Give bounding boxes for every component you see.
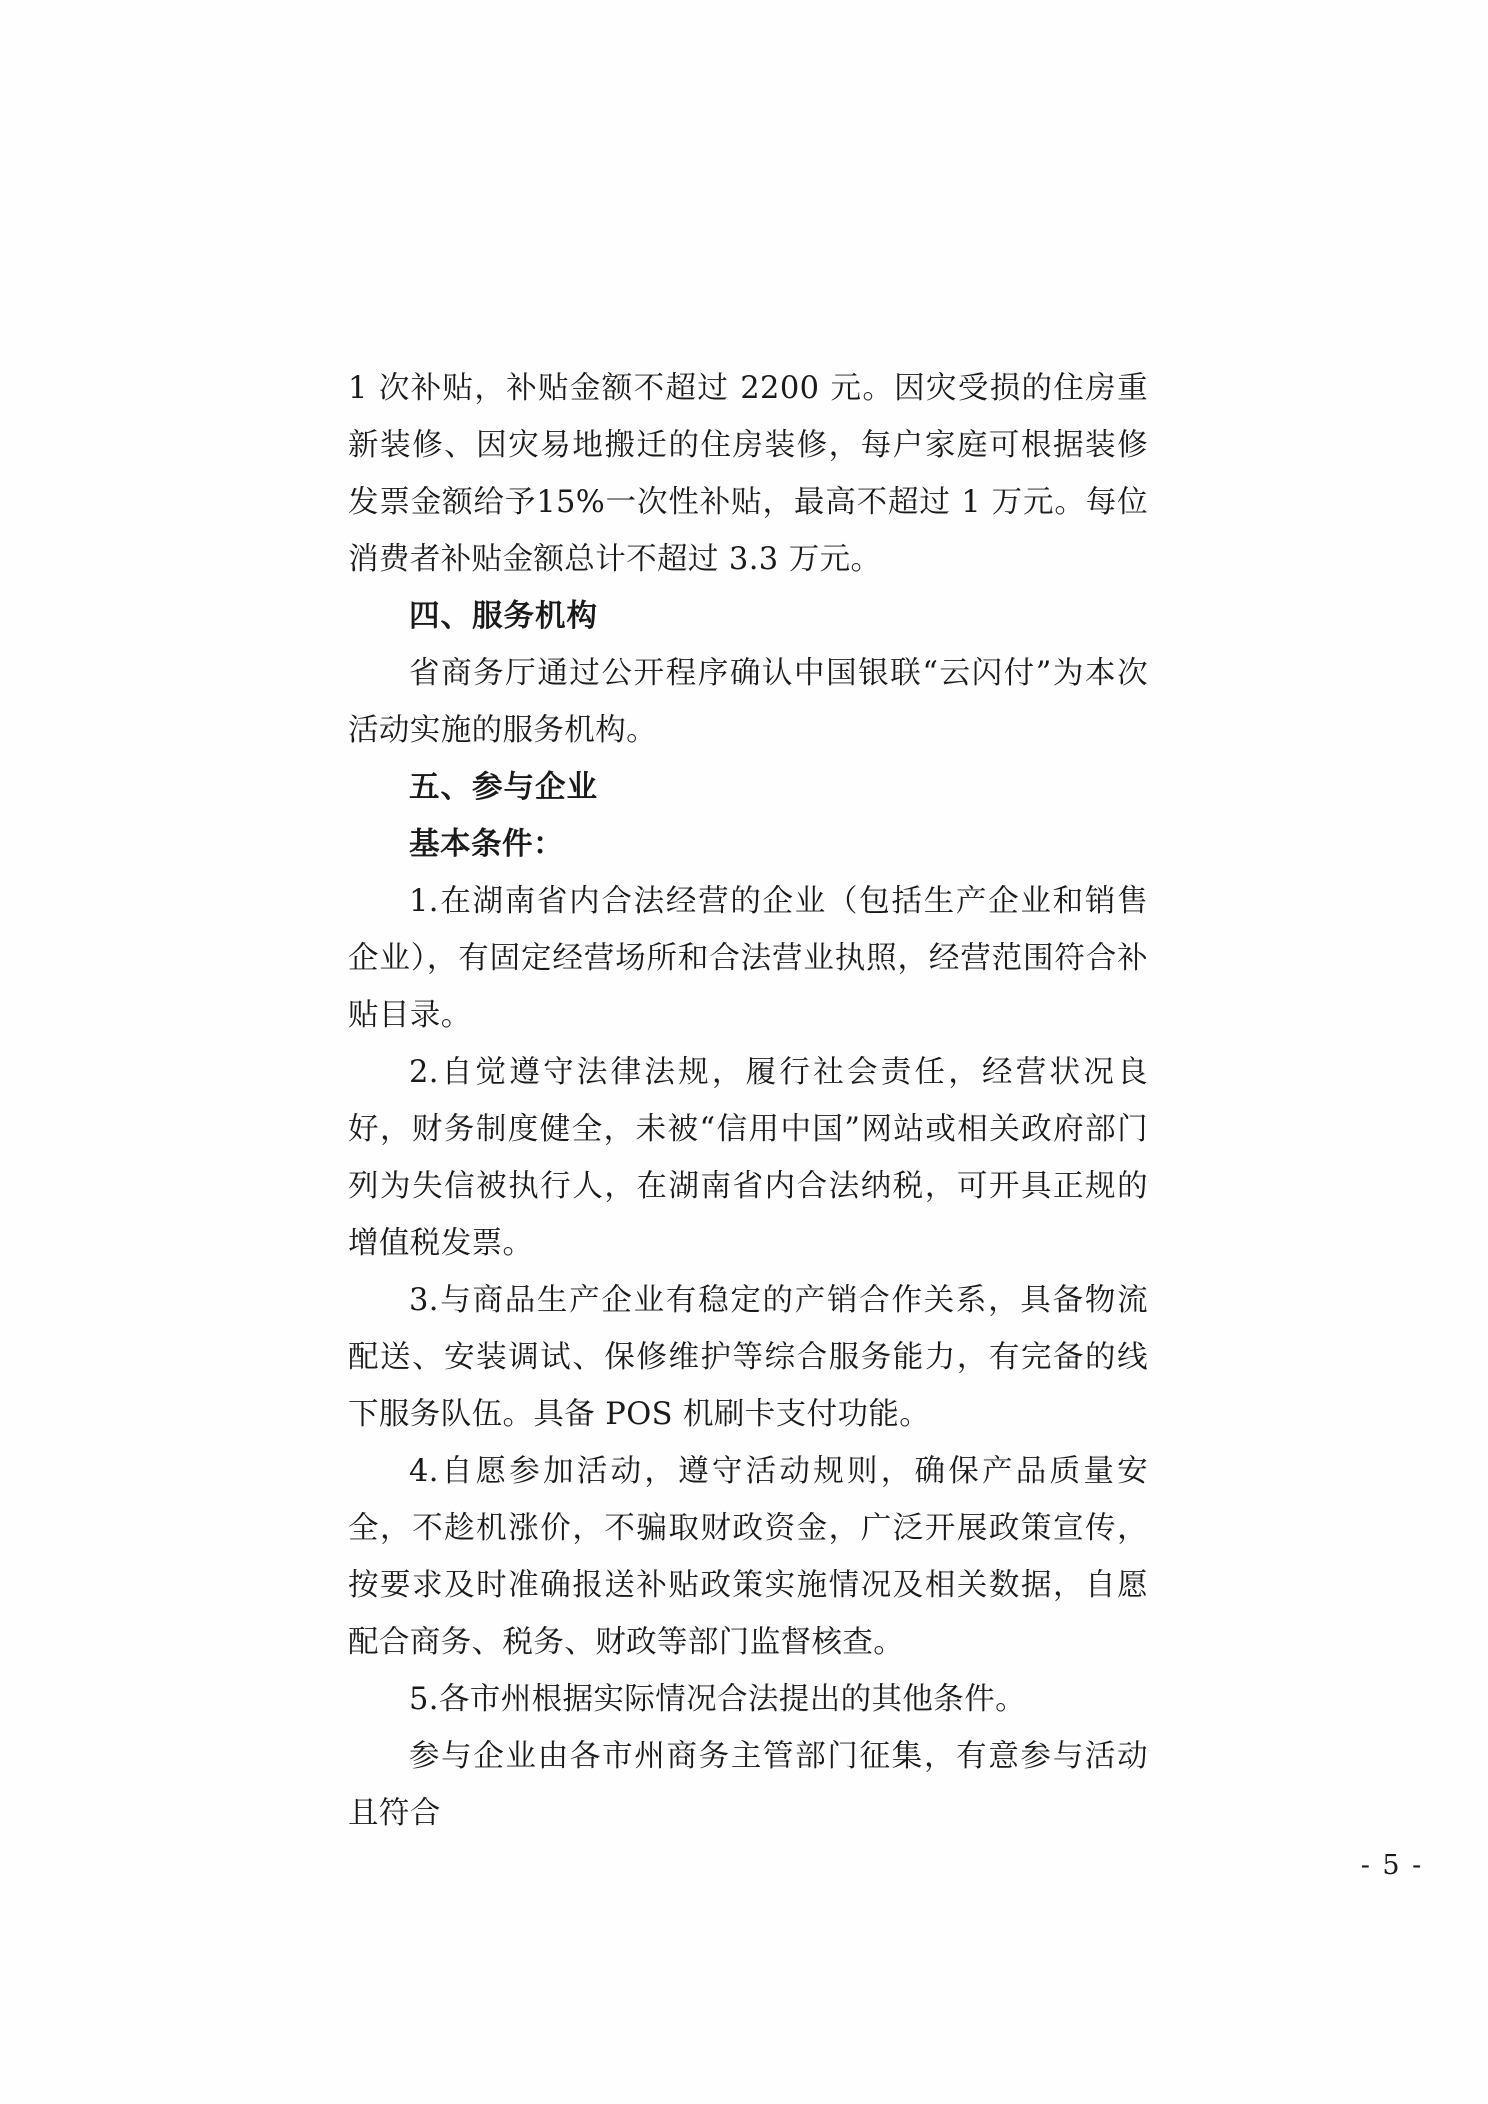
paragraph-subsidy-amount: 1 次补贴，补贴金额不超过 2200 元。因灾受损的住房重新装修、因灾易地搬迁的住房装修，每户家庭可根据装修发票金额给予15%一次性补贴，最高不超过 1 万元。每位消费者补贴金额总计不超过 3.3 万元。	[348, 371, 1148, 577]
paragraph-condition-3: 3.与商品生产企业有稳定的产销合作关系，具备物流配送、安装调试、保修维护等综合服务能力，有完备的线下服务队伍。具备 POS 机刷卡支付功能。	[348, 1283, 1148, 1432]
paragraph-enterprise-collection: 参与企业由各市州商务主管部门征集，有意参与活动且符合	[348, 1739, 1148, 1831]
paragraph-condition-4: 4.自愿参加活动，遵守活动规则，确保产品质量安全，不趁机涨价，不骗取财政资金，广泛开展政策宣传，按要求及时准确报送补贴政策实施情况及相关数据，自愿配合商务、税务、财政等部门监督核查。	[348, 1454, 1148, 1660]
section-heading-participating-enterprises: 五、参与企业	[409, 770, 598, 805]
paragraph-condition-1: 1.在湖南省内合法经营的企业（包括生产企业和销售企业），有固定经营场所和合法营业执照，经营范围符合补贴目录。	[348, 884, 1148, 1033]
subheading-basic-conditions: 基本条件：	[409, 827, 564, 862]
paragraph-service-organization: 省商务厅通过公开程序确认中国银联“云闪付”为本次活动实施的服务机构。	[348, 656, 1148, 748]
page-number: - 5 -	[1360, 1850, 1424, 1881]
paragraph-condition-2: 2.自觉遵守法律法规，履行社会责任，经营状况良好，财务制度健全，未被“信用中国”网站或相关政府部门列为失信被执行人，在湖南省内合法纳税，可开具正规的增值税发票。	[348, 1055, 1148, 1261]
document-body	[348, 360, 1424, 1881]
paragraph-condition-5: 5.各市州根据实际情况合法提出的其他条件。	[409, 1682, 1026, 1717]
section-heading-service-organization: 四、服务机构	[409, 599, 598, 634]
